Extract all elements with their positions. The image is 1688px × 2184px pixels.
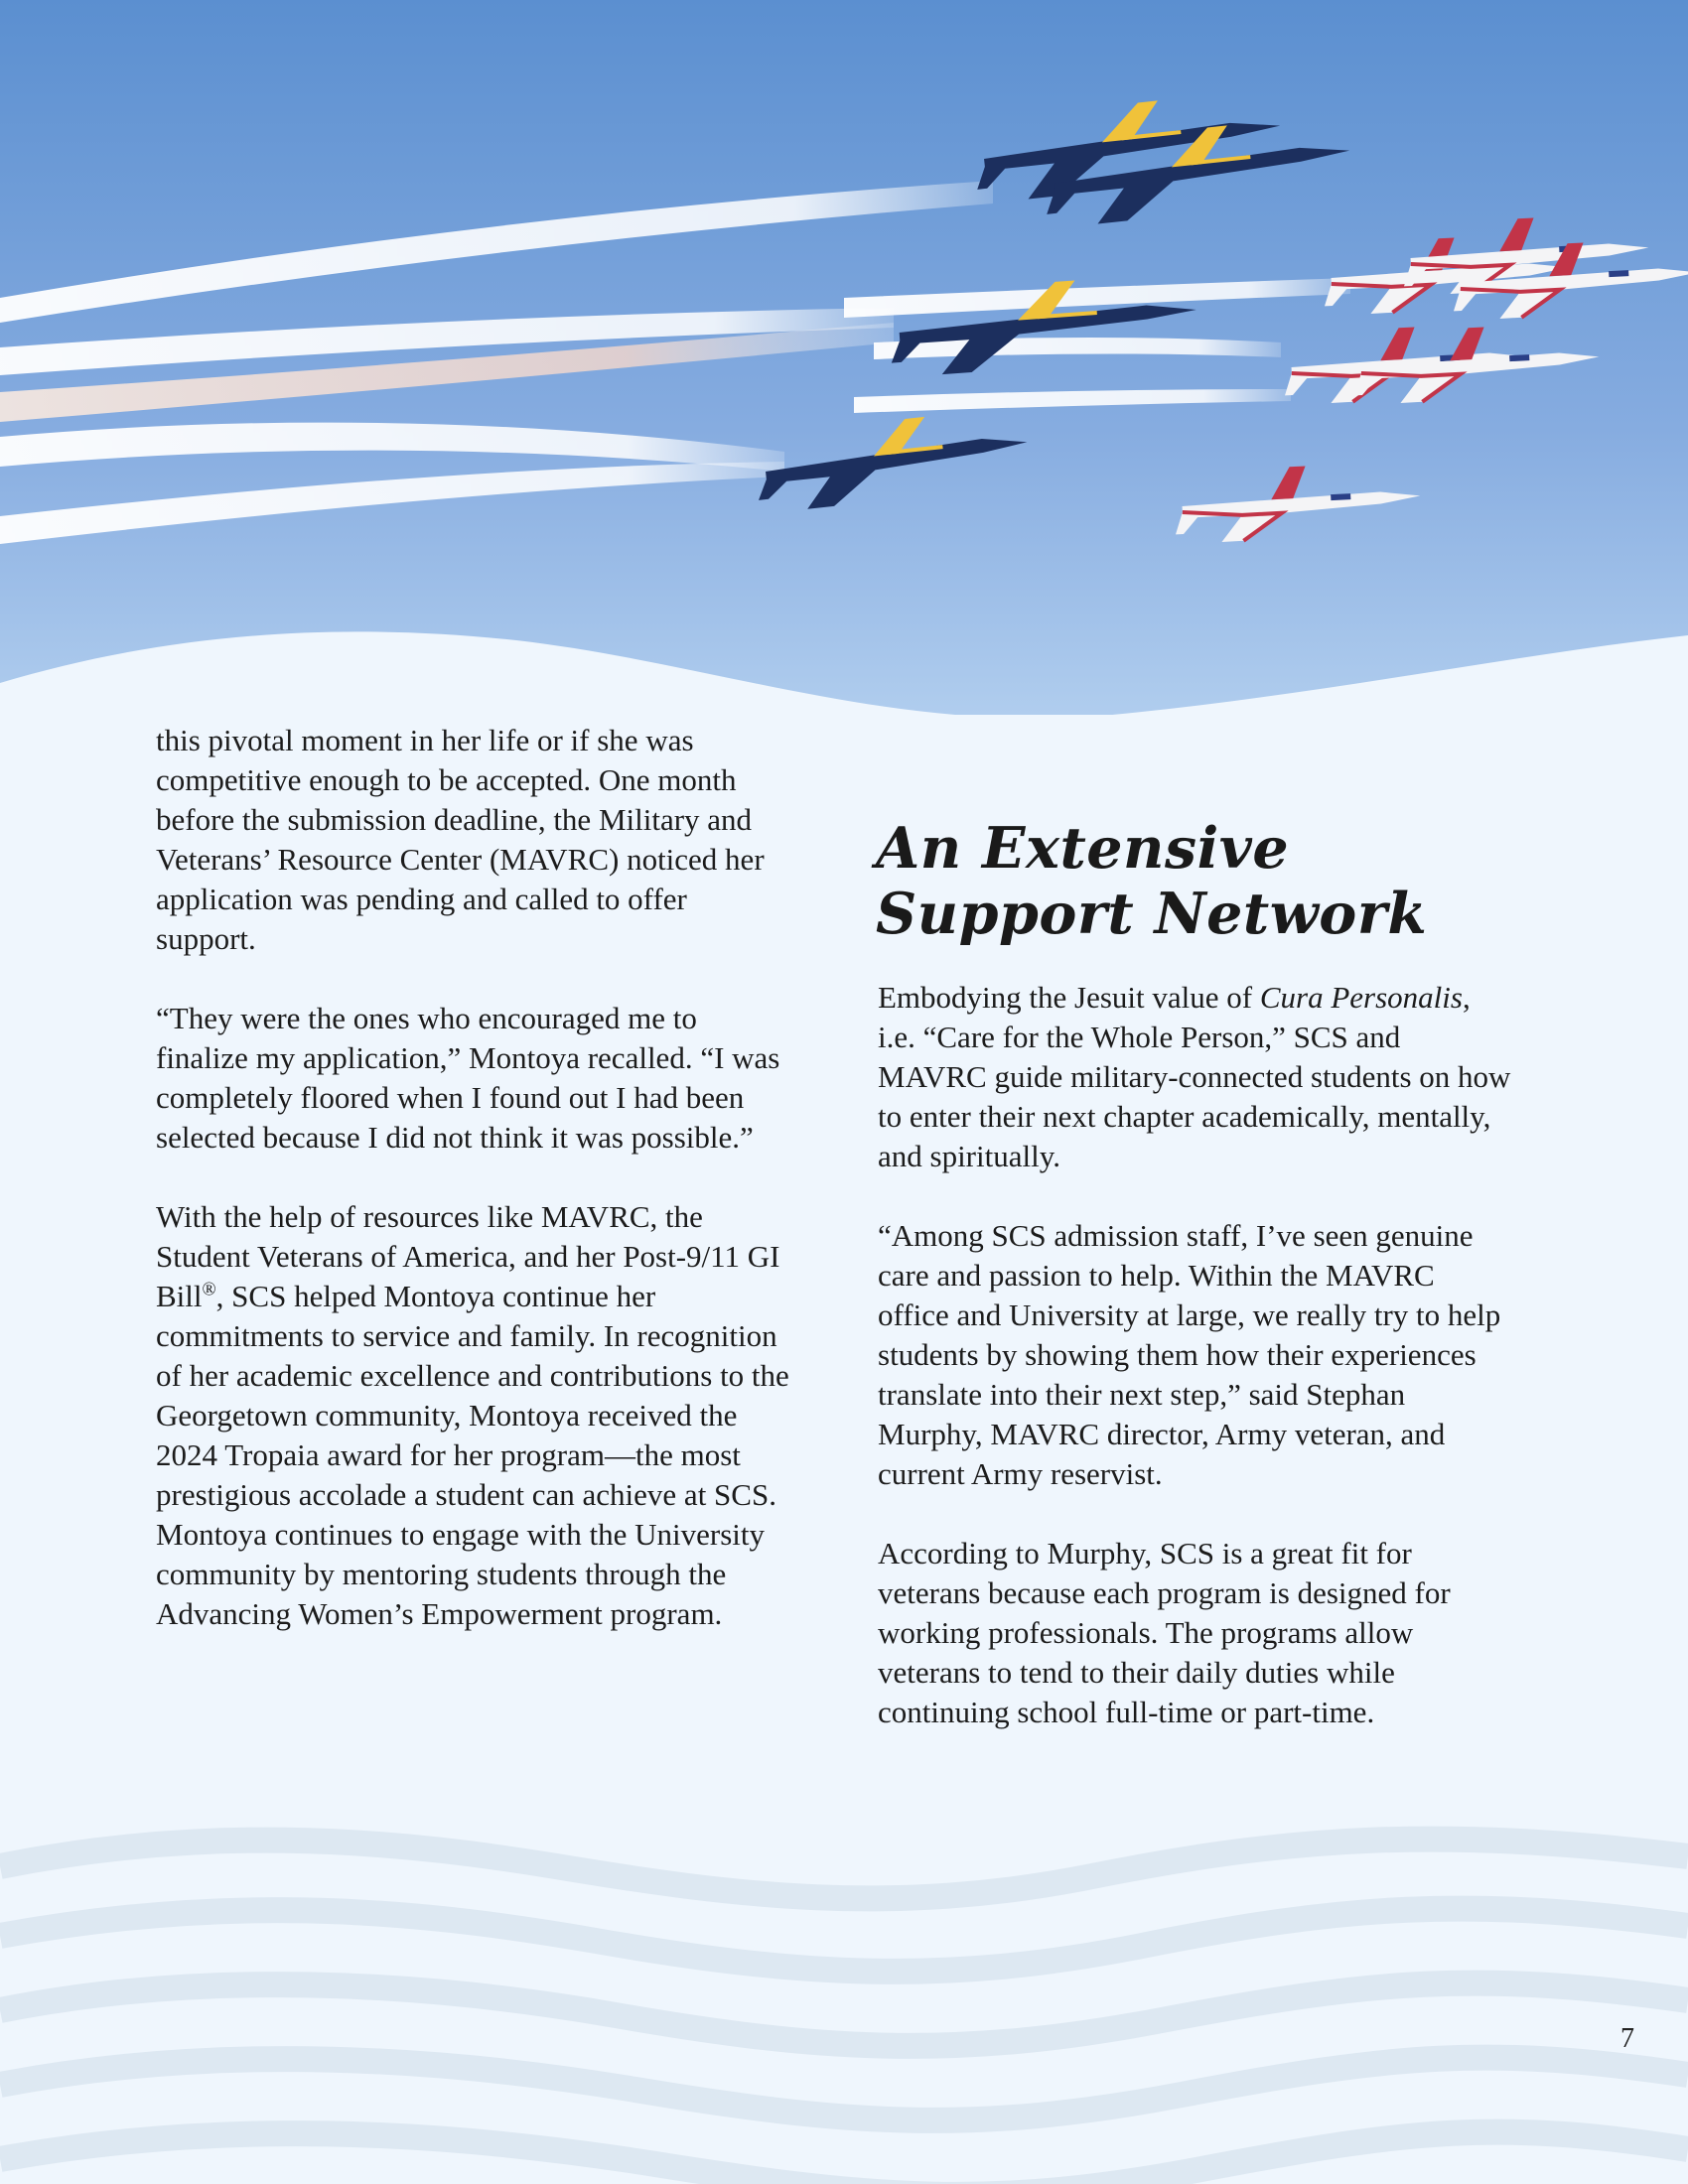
registered-mark: ® [202,1279,216,1300]
right-column [878,978,1513,1772]
page-number: 7 [1620,2023,1634,2054]
italic-term: Cura Personalis [1259,980,1463,1015]
paragraph: According to Murphy, SCS is a great fit for veterans because each program is designed for working professionals. The programs allow veterans to tend to their daily duties while continuing school full-time or part-time. [878,1536,1451,1729]
decorative-waves [0,1807,1688,2184]
text-span: With the help of resources like MAVRC, the Student Veterans of America, and her Post-9/11 GI Bill [156,1199,780,1313]
text-span: Embodying the Jesuit value of [878,980,1260,1015]
quote-paragraph: “Among SCS admission staff, I’ve seen genuine care and passion to help. Within the MAVRC office and University at large, we really try to help students by showing them how their experiences translate into their next step,” said Stephan Murphy, MAVRC director, Army veteran, and current Army reservist. [878,1218,1501,1491]
paragraph [878,978,1513,1176]
paragraph: this pivotal moment in her life or if she was competitive enough to be accepted. One month before the submission deadline, the Military and Veterans’ Resource Center (MAVRC) noticed her application was pending and called to offer support. [156,723,765,956]
quote-paragraph: “They were the ones who encouraged me to finalize my application,” Montoya recalled. “I was completely floored when I found out I had been selected because I did not think it was possible.” [156,1001,780,1155]
section-heading: An Extensive Support Network [876,815,1428,947]
text-span: , SCS helped Montoya continue her commitments to service and family. In recognition of her academic excellence and contributions to the Georgetown community, Montoya received the 2024 Tropaia award for her program—the most prestigious accolade a student can achieve at SCS. Montoya continues to engage with the University community by mentoring students through the Advancing Women’s Empowerment program. [156,1279,789,1631]
text-span: , i.e. “Care for the Whole Person,” SCS and MAVRC guide military-connected students on how to enter their next chapter academically, mentally, and spiritually. [878,980,1511,1173]
hero-photo [0,0,1688,715]
paragraph [156,1197,791,1634]
left-column [156,721,791,1674]
